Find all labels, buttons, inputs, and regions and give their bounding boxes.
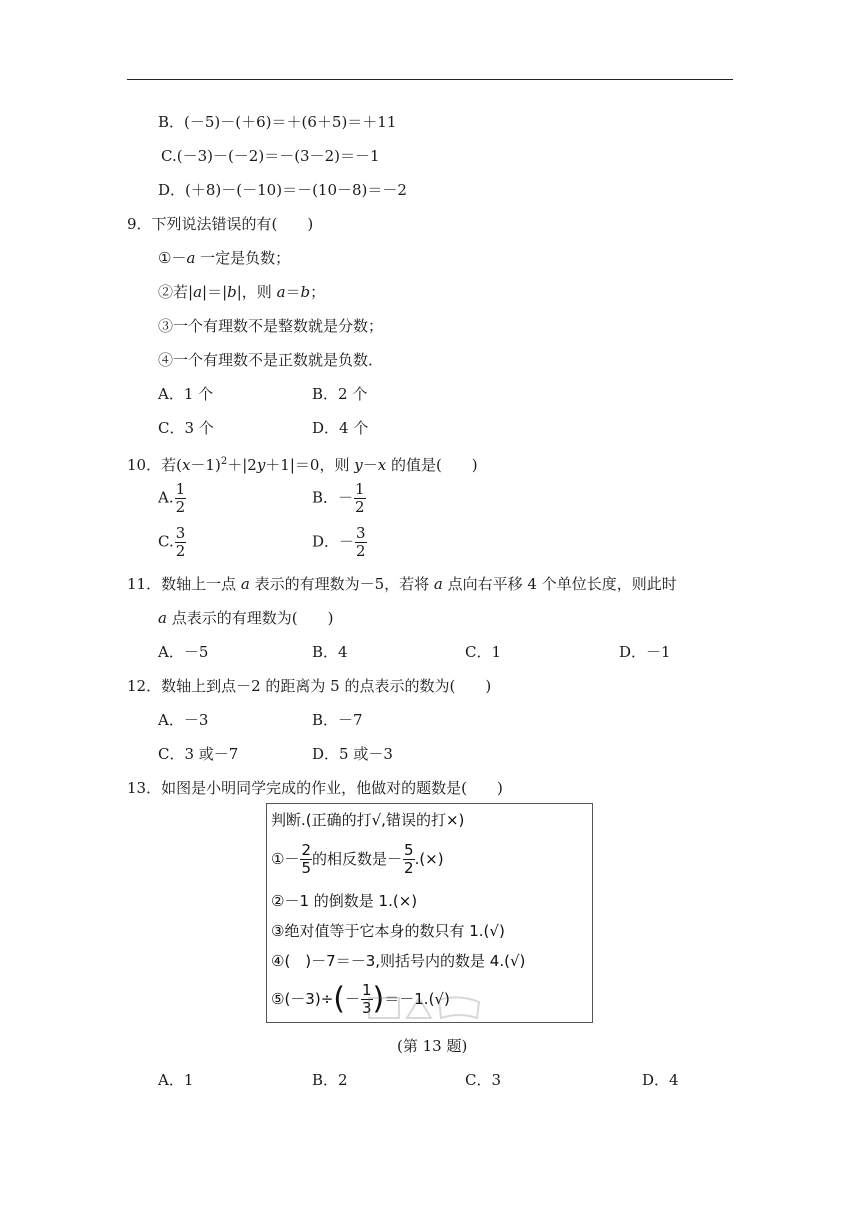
header-rule — [127, 79, 733, 80]
q12-stem: 12．数轴上到点－2 的距离为 5 的点表示的数为( ) — [127, 677, 492, 695]
q12-option-a: A．－3 — [158, 711, 209, 729]
figure-title: 判断.(正确的打√,错误的打×) — [271, 811, 465, 829]
q9-option-c: C．3 个 — [158, 419, 214, 437]
q11-option-a: A．－5 — [158, 643, 209, 661]
fraction: $\frac{1}{3}$ — [362, 981, 372, 1017]
fraction: $\frac{3}{2}$ — [175, 524, 186, 560]
q11-stem-line-1: 11．数轴上一点 a 表示的有理数为－5，若将 a 点向右平移 4 个单位长度，则此时 — [127, 575, 677, 593]
figure-item-2: ②－1 的倒数是 1.(×) — [271, 892, 418, 910]
q13-stem: 13．如图是小明同学完成的作业，他做对的题数是( ) — [127, 779, 503, 797]
q9-statement-1: ①－a 一定是负数； — [158, 249, 291, 267]
figure-item-1: ①－ $\frac{2}{5}$ 的相反数是－ $\frac{5}{2}$ .(×) — [271, 841, 444, 877]
q12-option-b: B．－7 — [312, 711, 363, 729]
fraction: $\frac{2}{5}$ — [301, 841, 311, 877]
fraction: $\frac{5}{2}$ — [404, 841, 414, 877]
q9-stem: 9．下列说法错误的有( ) — [127, 215, 314, 233]
fraction: $\frac{1}{2}$ — [175, 480, 186, 516]
q9-option-a: A．1 个 — [158, 385, 214, 403]
prev-option-b: B．(－5)－(＋6)＝＋(6＋5)＝＋11 — [158, 113, 397, 131]
q9-statement-2: ②若|a|＝|b|，则 a＝b； — [158, 283, 326, 301]
q13-option-a: A．1 — [158, 1071, 194, 1089]
q11-option-c: C．1 — [465, 643, 502, 661]
q13-option-b: B．2 — [312, 1071, 348, 1089]
q9-statement-4: ④一个有理数不是正数就是负数． — [158, 351, 384, 369]
q10-stem: 10．若$(x-1)^2+|2y+1|=0$，则 y－x 的值是( ) — [127, 456, 478, 474]
prev-option-d: D．(＋8)－(－10)＝－(10－8)＝－2 — [158, 181, 407, 199]
q11-option-b: B．4 — [312, 643, 348, 661]
figure-item-4: ④( )－7＝－3,则括号内的数是 4.(√) — [271, 952, 526, 970]
q9-option-b: B．2 个 — [312, 385, 368, 403]
figure-item-5: ⑤(－3)÷(－ $\frac{1}{3}$ )＝－1.(√) — [271, 981, 450, 1017]
q11-stem-line-2: a 点表示的有理数为( ) — [158, 609, 334, 627]
q13-option-d: D．4 — [642, 1071, 679, 1089]
watermark-logo — [367, 992, 487, 1022]
q10-option-d: D．－ $\frac{3}{2}$ — [312, 524, 366, 560]
figure-caption: (第 13 题) — [397, 1037, 468, 1055]
q9-option-d: D．4 个 — [312, 419, 369, 437]
prev-option-c: C.(－3)－(－2)＝－(3－2)＝－1 — [161, 147, 380, 165]
fraction: $\frac{3}{2}$ — [356, 524, 366, 560]
q11-option-d: D．－1 — [619, 643, 671, 661]
q13-option-c: C．3 — [465, 1071, 502, 1089]
q10-option-b: B．－ $\frac{1}{2}$ — [312, 480, 365, 516]
homework-figure — [266, 803, 593, 1023]
figure-item-3: ③绝对值等于它本身的数只有 1.(√) — [271, 922, 505, 940]
q10-option-c: C. $\frac{3}{2}$ — [158, 524, 186, 560]
fraction: $\frac{1}{2}$ — [355, 480, 365, 516]
q12-option-c: C．3 或－7 — [158, 745, 239, 763]
q12-option-d: D．5 或－3 — [312, 745, 393, 763]
q9-statement-3: ③一个有理数不是整数就是分数； — [158, 317, 384, 335]
q10-option-a: A. $\frac{1}{2}$ — [158, 480, 186, 516]
